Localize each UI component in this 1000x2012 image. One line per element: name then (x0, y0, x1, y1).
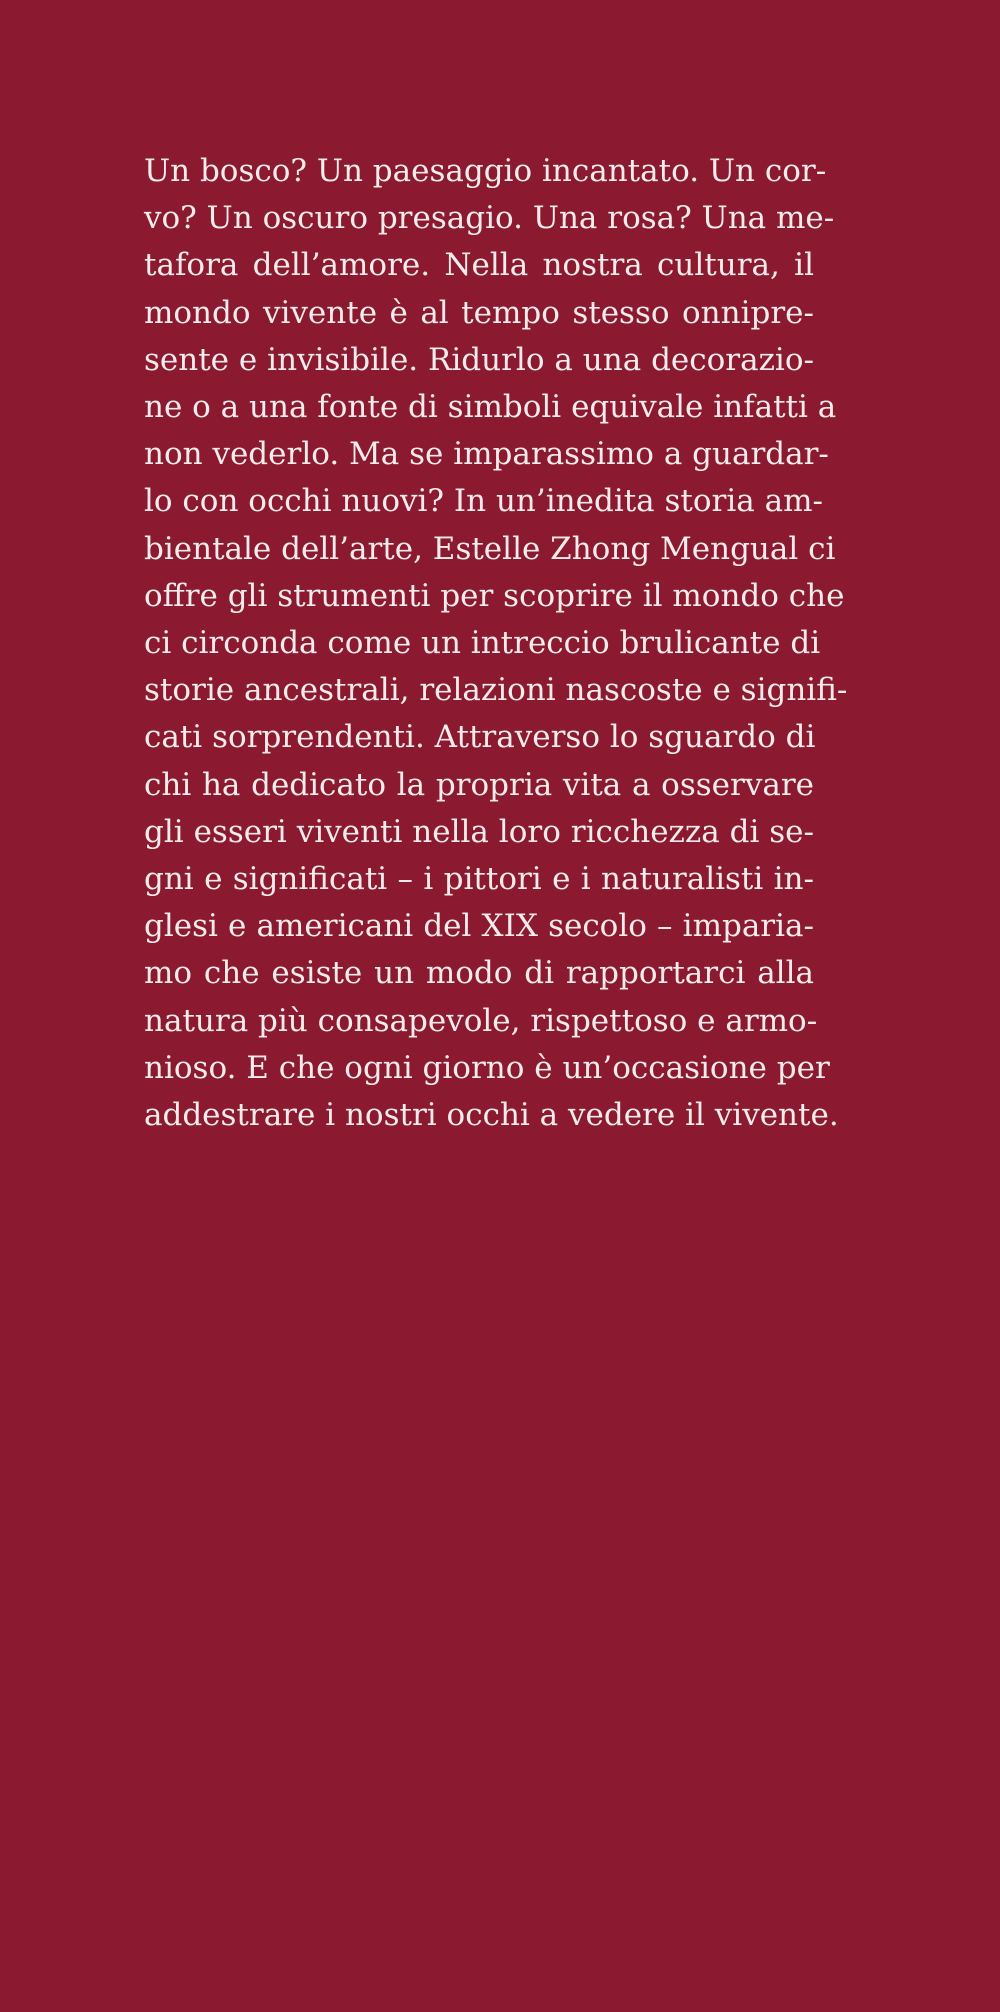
blurb-text (144, 148, 848, 1139)
blurb-line: offre gli strumenti per scoprire il mondo che (144, 577, 845, 614)
blurb-line: mo che esiste un modo di rapportarci alla (144, 955, 814, 992)
blurb-line: sente e invisibile. Ridurlo a una decorazio- (144, 341, 814, 378)
blurb-line: addestrare i nostri occhi a vedere il vivente. (144, 1097, 839, 1134)
blurb-line: gni e significati – i pittori e i naturalisti in- (144, 861, 814, 898)
blurb-line: ne o a una fonte di simboli equivale infatti a (144, 389, 837, 426)
blurb-line: lo con occhi nuovi? In un’inedita storia am- (144, 483, 823, 520)
blurb-line: cati sorprendenti. Attraverso lo sguardo di (144, 719, 816, 756)
blurb-line: bientale dell’arte, Estelle Zhong Mengual ci (144, 530, 836, 567)
blurb-line: tafora dell’amore. Nella nostra cultura, il (144, 247, 814, 284)
blurb-line: ci circonda come un intreccio brulicante di (144, 625, 821, 662)
blurb-line: mondo vivente è al tempo stesso onnipre- (144, 294, 814, 331)
blurb-line: glesi e americani del XIX secolo – imparia- (144, 908, 814, 945)
blurb-line: non vederlo. Ma se imparassimo a guardar- (144, 436, 829, 473)
blurb-line: natura più consapevole, rispettoso e armo- (144, 1002, 818, 1039)
blurb-line: Un bosco? Un paesaggio incantato. Un cor- (144, 153, 827, 189)
blurb-line: nioso. E che ogni giorno è un’occasione per (144, 1049, 830, 1086)
blurb-line: chi ha dedicato la propria vita a osservare (144, 766, 814, 803)
blurb-line: storie ancestrali, relazioni nascoste e signifi- (144, 672, 848, 709)
blurb-line: gli esseri viventi nella loro ricchezza di se- (144, 813, 814, 850)
blurb-line: vo? Un oscuro presagio. Una rosa? Una me- (144, 200, 835, 237)
